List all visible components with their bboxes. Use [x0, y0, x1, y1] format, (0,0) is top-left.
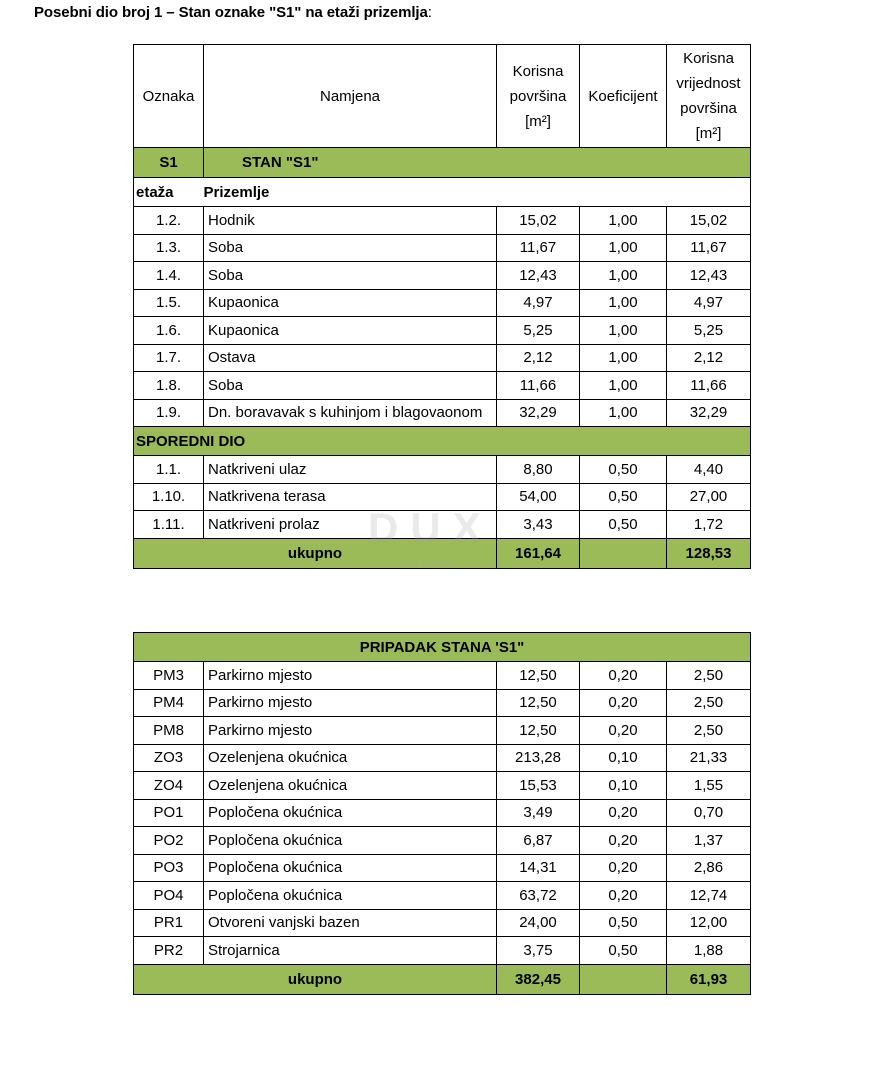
cell-povrsina: 4,97: [497, 289, 580, 317]
cell-namjena: Soba: [204, 234, 497, 262]
secondary-room-row: [134, 483, 751, 511]
cell-namjena: Popločena okućnica: [204, 827, 497, 855]
cell-povrsina: 15,02: [497, 207, 580, 235]
cell-koeficijent: 1,00: [580, 399, 667, 427]
appurtenance-area-table: [133, 632, 751, 995]
cell-vrijednost: 11,66: [667, 372, 751, 400]
cell-povrsina: 11,67: [497, 234, 580, 262]
cell-vrijednost: 2,12: [667, 344, 751, 372]
total-koeficijent-empty: [580, 538, 667, 568]
cell-namjena: Natkriveni prolaz: [204, 511, 497, 539]
cell-oznaka: 1.1.: [134, 456, 204, 484]
cell-namjena: Natkriveni ulaz: [204, 456, 497, 484]
cell-vrijednost: 2,50: [667, 689, 751, 717]
cell-vrijednost: 1,55: [667, 772, 751, 800]
cell-povrsina: 3,43: [497, 511, 580, 539]
cell-vrijednost: 0,70: [667, 799, 751, 827]
cell-koeficijent: 0,10: [580, 744, 667, 772]
cell-koeficijent: 0,10: [580, 772, 667, 800]
cell-povrsina: 24,00: [497, 909, 580, 937]
page-title: [34, 4, 432, 21]
cell-oznaka: 1.11.: [134, 511, 204, 539]
appurtenance-row: [134, 882, 751, 910]
cell-oznaka: PO2: [134, 827, 204, 855]
cell-koeficijent: 0,20: [580, 717, 667, 745]
cell-namjena: Kupaonica: [204, 317, 497, 345]
total-label: ukupno: [134, 538, 497, 568]
cell-koeficijent: 0,50: [580, 909, 667, 937]
appurtenance-header-row: [134, 633, 751, 662]
cell-vrijednost: 15,02: [667, 207, 751, 235]
cell-povrsina: 6,87: [497, 827, 580, 855]
cell-koeficijent: 1,00: [580, 262, 667, 290]
cell-koeficijent: 0,50: [580, 483, 667, 511]
cell-namjena: Parkirno mjesto: [204, 689, 497, 717]
room-row: [134, 399, 751, 427]
cell-povrsina: 15,53: [497, 772, 580, 800]
cell-vrijednost: 1,72: [667, 511, 751, 539]
cell-koeficijent: 1,00: [580, 207, 667, 235]
floor-row: [134, 178, 751, 207]
cell-koeficijent: 0,50: [580, 937, 667, 965]
appurtenance-header: PRIPADAK STANA 'S1": [134, 633, 751, 662]
total-povrsina: 382,45: [497, 964, 580, 994]
sporedni-dio-label: SPOREDNI DIO: [134, 427, 751, 456]
cell-oznaka: PM3: [134, 662, 204, 690]
total-povrsina: 161,64: [497, 538, 580, 568]
section-code: S1: [134, 148, 204, 178]
cell-namjena: Otvoreni vanjski bazen: [204, 909, 497, 937]
total-vrijednost: 61,93: [667, 964, 751, 994]
table-header-row: [134, 45, 751, 148]
cell-vrijednost: 12,43: [667, 262, 751, 290]
cell-vrijednost: 21,33: [667, 744, 751, 772]
cell-koeficijent: 0,20: [580, 799, 667, 827]
cell-namjena: Natkrivena terasa: [204, 483, 497, 511]
appurtenance-row: [134, 689, 751, 717]
cell-vrijednost: 2,50: [667, 662, 751, 690]
page-title-text: Posebni dio broj 1 – Stan oznake "S1" na etaži prizemlja: [34, 4, 428, 21]
cell-oznaka: 1.5.: [134, 289, 204, 317]
cell-oznaka: 1.10.: [134, 483, 204, 511]
cell-koeficijent: 0,20: [580, 827, 667, 855]
cell-vrijednost: 2,50: [667, 717, 751, 745]
apartment-area-table: [133, 44, 751, 569]
cell-povrsina: 12,43: [497, 262, 580, 290]
cell-oznaka: PR2: [134, 937, 204, 965]
cell-oznaka: PM4: [134, 689, 204, 717]
cell-koeficijent: 1,00: [580, 344, 667, 372]
appurtenance-row: [134, 909, 751, 937]
cell-koeficijent: 0,20: [580, 662, 667, 690]
cell-oznaka: 1.4.: [134, 262, 204, 290]
cell-koeficijent: 0,20: [580, 689, 667, 717]
col-header-korisna-povrsina: Korisna površina [m²]: [497, 45, 580, 148]
col-header-namjena: Namjena: [204, 45, 497, 148]
cell-povrsina: 8,80: [497, 456, 580, 484]
cell-namjena: Popločena okućnica: [204, 799, 497, 827]
cell-oznaka: 1.9.: [134, 399, 204, 427]
floor-name: Prizemlje: [204, 178, 751, 207]
cell-koeficijent: 1,00: [580, 372, 667, 400]
room-row: [134, 317, 751, 345]
cell-vrijednost: 27,00: [667, 483, 751, 511]
cell-namjena: Parkirno mjesto: [204, 662, 497, 690]
room-row: [134, 234, 751, 262]
cell-povrsina: 3,75: [497, 937, 580, 965]
page-title-colon: :: [427, 4, 432, 21]
room-row: [134, 289, 751, 317]
total-row: [134, 964, 751, 994]
cell-namjena: Popločena okućnica: [204, 854, 497, 882]
col-header-korisna-vrijednost: Korisna vrijednost površina [m²]: [667, 45, 751, 148]
cell-oznaka: ZO3: [134, 744, 204, 772]
section-row-s1: [134, 148, 751, 178]
cell-namjena: Dn. boravavak s kuhinjom i blagovaonom: [204, 399, 497, 427]
cell-povrsina: 14,31: [497, 854, 580, 882]
cell-namjena: Ozelenjena okućnica: [204, 744, 497, 772]
section-name: STAN "S1": [204, 148, 751, 178]
cell-koeficijent: 0,50: [580, 511, 667, 539]
cell-vrijednost: 1,37: [667, 827, 751, 855]
cell-vrijednost: 1,88: [667, 937, 751, 965]
cell-povrsina: 3,49: [497, 799, 580, 827]
cell-namjena: Soba: [204, 372, 497, 400]
col-header-koeficijent: Koeficijent: [580, 45, 667, 148]
floor-label: etaža: [134, 178, 204, 207]
room-row: [134, 207, 751, 235]
cell-povrsina: 54,00: [497, 483, 580, 511]
cell-oznaka: PR1: [134, 909, 204, 937]
cell-oznaka: 1.7.: [134, 344, 204, 372]
cell-koeficijent: 0,20: [580, 882, 667, 910]
total-vrijednost: 128,53: [667, 538, 751, 568]
cell-oznaka: 1.6.: [134, 317, 204, 345]
cell-oznaka: PO4: [134, 882, 204, 910]
cell-vrijednost: 12,00: [667, 909, 751, 937]
cell-namjena: Parkirno mjesto: [204, 717, 497, 745]
cell-oznaka: PO3: [134, 854, 204, 882]
appurtenance-row: [134, 854, 751, 882]
cell-namjena: Ozelenjena okućnica: [204, 772, 497, 800]
cell-namjena: Popločena okućnica: [204, 882, 497, 910]
secondary-room-row: [134, 456, 751, 484]
watermark-sub-text: REAL ESTATE: [398, 562, 456, 569]
appurtenance-row: [134, 799, 751, 827]
appurtenance-row: [134, 717, 751, 745]
cell-vrijednost: 4,97: [667, 289, 751, 317]
cell-vrijednost: 32,29: [667, 399, 751, 427]
dux-watermark-sub: [398, 562, 455, 569]
cell-oznaka: PO1: [134, 799, 204, 827]
cell-koeficijent: 0,50: [580, 456, 667, 484]
cell-koeficijent: 1,00: [580, 289, 667, 317]
room-row: [134, 372, 751, 400]
col-header-oznaka: Oznaka: [134, 45, 204, 148]
cell-povrsina: 213,28: [497, 744, 580, 772]
appurtenance-row: [134, 772, 751, 800]
cell-povrsina: 12,50: [497, 717, 580, 745]
cell-namjena: Ostava: [204, 344, 497, 372]
cell-povrsina: 12,50: [497, 662, 580, 690]
cell-oznaka: ZO4: [134, 772, 204, 800]
watermark-text: DUX: [368, 504, 493, 551]
cell-povrsina: 5,25: [497, 317, 580, 345]
cell-vrijednost: 4,40: [667, 456, 751, 484]
total-koeficijent-empty: [580, 964, 667, 994]
room-row: [134, 344, 751, 372]
total-label: ukupno: [134, 964, 497, 994]
cell-namjena: Kupaonica: [204, 289, 497, 317]
cell-povrsina: 2,12: [497, 344, 580, 372]
secondary-room-row: [134, 511, 751, 539]
appurtenance-row: [134, 937, 751, 965]
cell-vrijednost: 2,86: [667, 854, 751, 882]
cell-koeficijent: 1,00: [580, 234, 667, 262]
cell-oznaka: 1.2.: [134, 207, 204, 235]
cell-namjena: Soba: [204, 262, 497, 290]
cell-oznaka: 1.8.: [134, 372, 204, 400]
cell-vrijednost: 12,74: [667, 882, 751, 910]
cell-koeficijent: 1,00: [580, 317, 667, 345]
cell-namjena: Strojarnica: [204, 937, 497, 965]
cell-povrsina: 12,50: [497, 689, 580, 717]
cell-koeficijent: 0,20: [580, 854, 667, 882]
cell-vrijednost: 5,25: [667, 317, 751, 345]
appurtenance-row: [134, 744, 751, 772]
cell-povrsina: 32,29: [497, 399, 580, 427]
appurtenance-row: [134, 662, 751, 690]
appurtenance-row: [134, 827, 751, 855]
room-row: [134, 262, 751, 290]
cell-povrsina: 63,72: [497, 882, 580, 910]
cell-namjena: Hodnik: [204, 207, 497, 235]
cell-vrijednost: 11,67: [667, 234, 751, 262]
cell-oznaka: 1.3.: [134, 234, 204, 262]
sporedni-dio-row: [134, 427, 751, 456]
cell-oznaka: PM8: [134, 717, 204, 745]
cell-povrsina: 11,66: [497, 372, 580, 400]
